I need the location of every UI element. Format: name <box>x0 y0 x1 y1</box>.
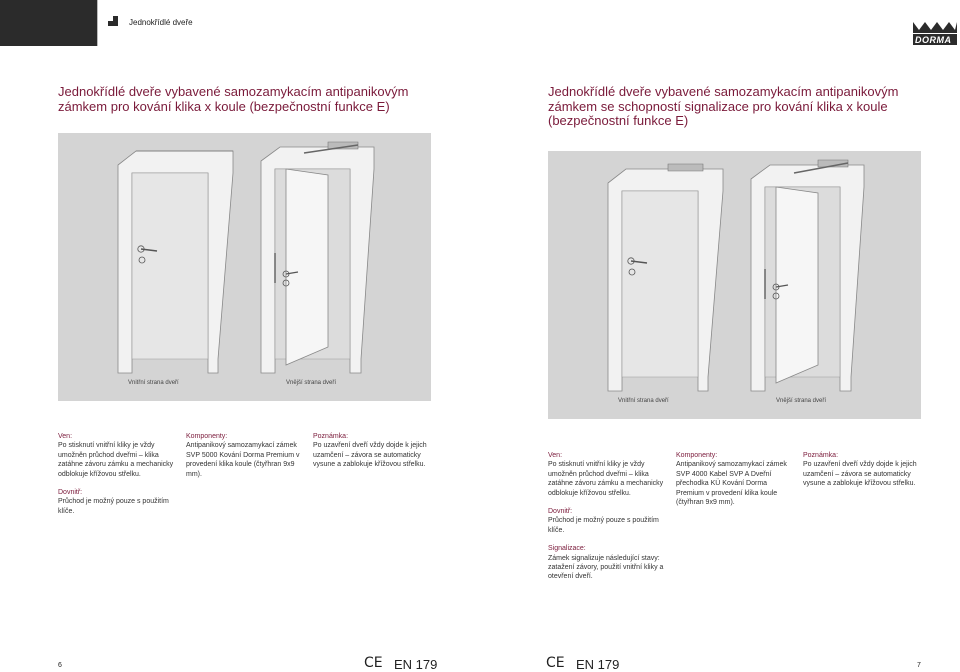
poznamka-text: Po uzavření dveří vždy dojde k jejich uzamčení – závora se automaticky vysune a zablokuje křížovou střelku. <box>313 442 427 469</box>
ven-text: Po stisknutí vnitřní kliky je vždy umožněn průchod dveřmi – klika zatáhne závoru zámku a mechanicky odblokuje křížovou střelku. <box>548 461 664 497</box>
poznamka-heading: Poznámka: <box>803 452 839 459</box>
section-square-icon <box>108 16 118 26</box>
poznamka-text: Po uzavření dveří vždy dojde k jejich uzamčení – závora se automaticky vysune a zablokuje křížovou střelku. <box>803 461 917 488</box>
closed-door-with-closer-illustration <box>608 164 723 391</box>
standard-label-right: EN 179 <box>576 657 620 672</box>
page-number-right: 7 <box>917 662 921 669</box>
caption-inside-left: Vnitřní strana dveří <box>128 380 179 386</box>
signalizace-heading: Signalizace: <box>548 545 586 553</box>
left-column-usage <box>58 432 176 525</box>
ven-heading: Ven: <box>58 433 73 440</box>
poznamka-heading: Poznámka: <box>313 433 349 440</box>
dovnitr-text: Průchod je možný pouze s použitím klíče. <box>58 498 169 515</box>
dovnitr-text: Průchod je možný pouze s použitím klíče. <box>548 517 659 534</box>
right-column-usage <box>548 451 666 591</box>
komponenty-text: Antipanikový samozamykací zámek SVP 5000 Kování Dorma Premium v provedení klika koule (čtyřhran 9x9 mm). <box>186 442 300 478</box>
signalizace-text: Zámek signalizuje následující stavy: zatažení závory, použití vnitřní kliky a otevření dveří. <box>548 554 664 581</box>
ven-text: Po stisknutí vnitřní kliky je vždy umožněn průchod dveřmi – klika zatáhne závoru zámku a mechanicky odblokuje křížovou střelku. <box>58 442 174 478</box>
door-illustration-right <box>548 151 921 419</box>
open-door-with-closer-illustration <box>751 160 864 391</box>
brand-name: DORMA <box>915 35 952 45</box>
caption-outside-right: Vnější strana dveří <box>776 398 827 404</box>
door-illustration-left <box>58 133 431 401</box>
right-column-components <box>676 451 794 516</box>
dovnitr-heading: Dovnitř: <box>58 489 83 497</box>
ce-mark-left: CE <box>364 655 383 671</box>
caption-outside-left: Vnější strana dveří <box>286 380 337 386</box>
komponenty-heading: Komponenty: <box>186 433 228 440</box>
ce-mark-right: CE <box>546 655 565 671</box>
page-title-left: Jednokřídlé dveře vybavené samozamykacím antipanikovým zámkem pro kování klika x koule (bezpečnostní funkce E) <box>58 84 409 114</box>
right-column-note <box>803 451 921 498</box>
caption-inside-right: Vnitřní strana dveří <box>618 398 669 404</box>
page-number-left: 6 <box>58 662 62 669</box>
standard-label-left: EN 179 <box>394 657 438 672</box>
closed-door-frame-illustration <box>118 151 233 373</box>
section-label: Jednokřídlé dveře <box>129 18 193 27</box>
ven-heading: Ven: <box>548 452 563 459</box>
dovnitr-heading: Dovnitř: <box>548 508 573 516</box>
left-column-note <box>313 432 431 479</box>
open-door-frame-illustration <box>261 142 374 373</box>
komponenty-text: Antipanikový samozamykací zámek SVP 4000 Kabel SVP A Dveřní přechodka KÜ Kování Dorma Premium v provedení klika koule (čtyřhran 9x9 mm). <box>676 461 787 507</box>
page-title-right: Jednokřídlé dveře vybavené samozamykacím antipanikovým zámkem se schopností signalizace pro kování klika x koule (bezpečnostní funkce E) <box>548 84 899 128</box>
left-column-components <box>186 432 304 488</box>
komponenty-heading: Komponenty: <box>676 452 718 459</box>
